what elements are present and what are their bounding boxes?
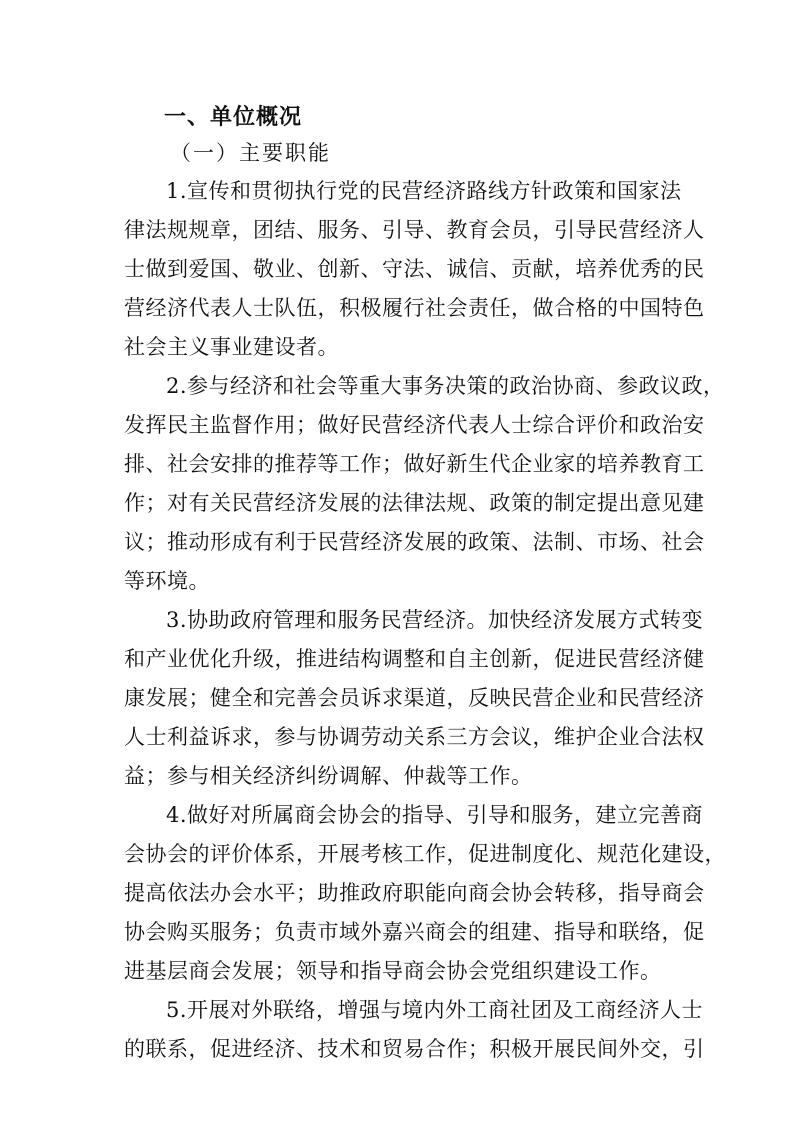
paragraph-line: 1.宣传和贯彻执行党的民营经济路线方针政策和国家法: [166, 179, 682, 203]
paragraph-line: 益；参与相关经济纠纷调解、仲裁等工作。: [124, 764, 533, 788]
paragraph-5: [124, 991, 705, 1069]
paragraph-line: 进基层商会发展；领导和指导商会协会党组织建设工作。: [124, 959, 662, 983]
paragraph-line: 提高依法办会水平；助推政府职能向商会协会转移，指导商会: [124, 881, 705, 905]
paragraph-line: 发挥民主监督作用；做好民营经济代表人士综合评价和政治安: [124, 413, 705, 437]
paragraph-3: [124, 601, 705, 796]
paragraph-line: 2.参与经济和社会等重大事务决策的政治协商、参政议政，: [166, 374, 725, 398]
paragraph-line: 会协会的评价体系，开展考核工作，促进制度化、规范化建设，: [124, 842, 726, 866]
paragraph-1: [124, 172, 705, 367]
paragraph-line: 律法规规章，团结、服务、引导、教育会员，引导民营经济人: [124, 218, 705, 242]
paragraph-line: 人士利益诉求，参与协调劳动关系三方会议，维护企业合法权: [124, 725, 705, 749]
paragraph-line: 社会主义事业建设者。: [124, 335, 339, 359]
paragraph-line: 5.开展对外联络，增强与境内外工商社团及工商经济人士: [166, 998, 704, 1022]
paragraph-4: [124, 796, 726, 991]
paragraph-line: 4.做好对所属商会协会的指导、引导和服务，建立完善商: [166, 803, 704, 827]
paragraph-line: 3.协助政府管理和服务民营经济。加快经济发展方式转变: [166, 608, 704, 632]
paragraph-2: [124, 367, 725, 601]
paragraph-line: 议；推动形成有利于民营经济发展的政策、法制、市场、社会: [124, 530, 705, 554]
subsection-heading: （一）主要职能: [170, 141, 331, 165]
paragraph-line: 和产业优化升级，推进结构调整和自主创新，促进民营经济健: [124, 647, 705, 671]
paragraph-line: 的联系，促进经济、技术和贸易合作；积极开展民间外交，引: [124, 1037, 705, 1061]
paragraph-line: 营经济代表人士队伍，积极履行社会责任，做合格的中国特色: [124, 296, 705, 320]
paragraph-line: 康发展；健全和完善会员诉求渠道，反映民营企业和民营经济: [124, 686, 705, 710]
paragraph-line: 士做到爱国、敬业、创新、守法、诚信、贡献，培养优秀的民: [124, 257, 705, 281]
section-heading: 一、单位概况: [164, 105, 303, 130]
paragraph-line: 作；对有关民营经济发展的法律法规、政策的制定提出意见建: [124, 491, 705, 515]
paragraph-line: 协会购买服务；负责市域外嘉兴商会的组建、指导和联络，促: [124, 920, 705, 944]
paragraph-line: 等环境。: [124, 569, 210, 593]
paragraph-line: 排、社会安排的推荐等工作；做好新生代企业家的培养教育工: [124, 452, 705, 476]
